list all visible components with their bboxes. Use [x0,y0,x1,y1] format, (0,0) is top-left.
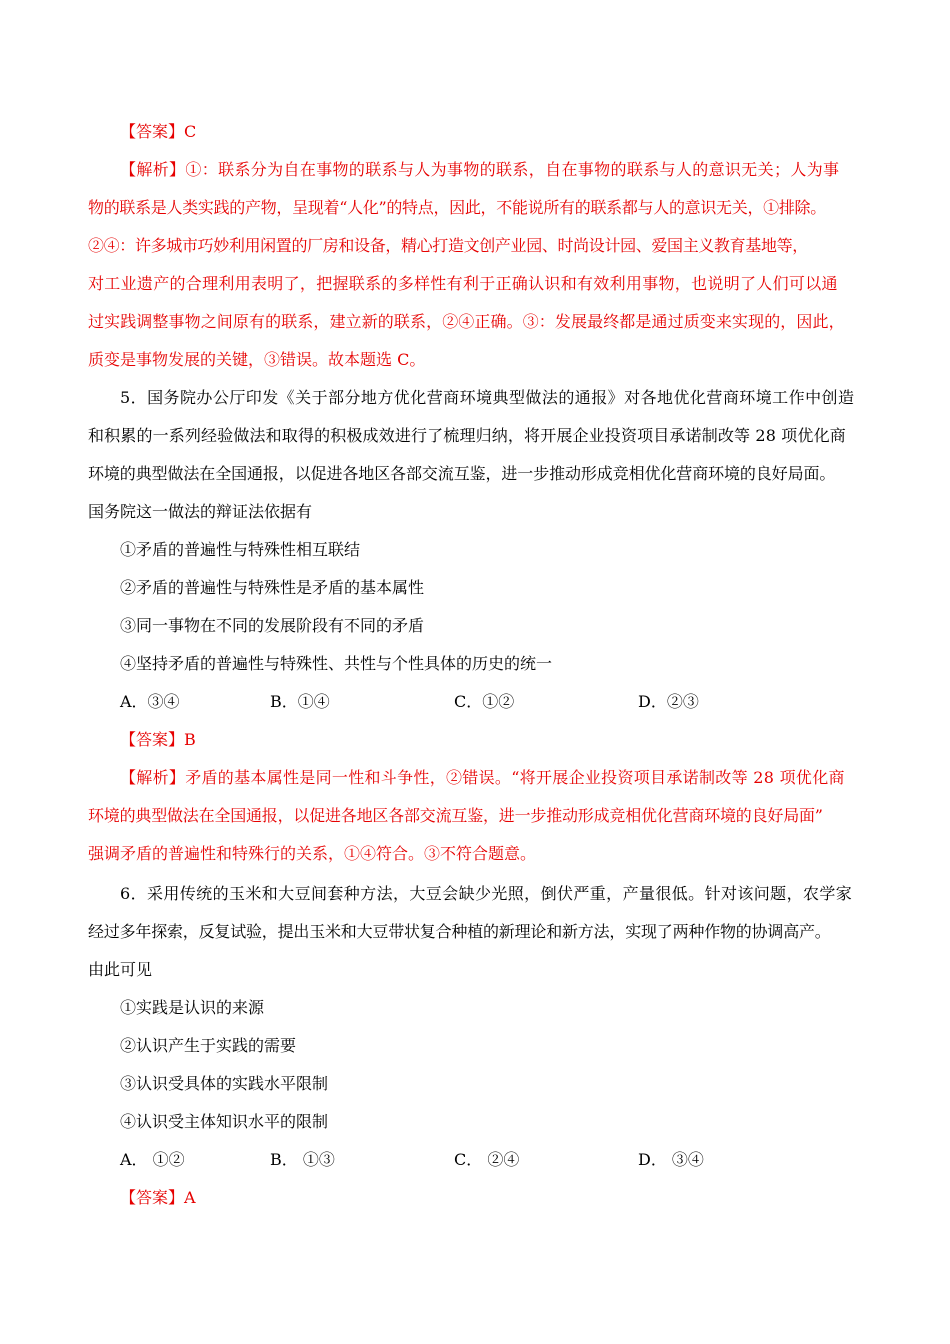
q5-answer [120,730,196,750]
q5-statement-1: ①矛盾的普遍性与特殊性相互联结 [120,540,361,559]
q4-answer-label: 【答案】 [120,122,185,141]
q5-stem-line-2: 和积累的一系列经验做法和取得的积极成效进行了梳理归纳，将开展企业投资项目承诺制改等 28 项优化商 [88,426,846,445]
q4-analysis-label: 【解析】 [120,160,186,179]
q6-statement-1: ①实践是认识的来源 [120,998,265,1017]
q5-option-a: A．③④ [120,692,180,711]
q5-statement-3: ③同一事物在不同的发展阶段有不同的矛盾 [120,616,425,635]
q6-option-b: B． ①③ [270,1150,335,1169]
q4-answer [120,122,196,142]
q5-analysis-line-1: 【解析】矛盾的基本属性是同一性和斗争性，②错误。“将开展企业投资项目承诺制改等 28 项优化商 [120,768,845,787]
q6-stem-line-1: 6．采用传统的玉米和大豆间套种方法，大豆会缺少光照，倒伏严重，产量很低。针对该问题，农学家 [120,884,853,903]
q5-analysis-line-2: 环境的典型做法在全国通报，以促进各地区各部交流互鉴，进一步推动形成竞相优化营商环境的良好局面” [88,806,823,825]
q6-option-d: D． ③④ [638,1150,704,1169]
q6-answer-value: A [184,1188,196,1207]
q5-answer-value: B [184,730,196,749]
q6-option-a: A． ①② [120,1150,185,1169]
q6-statement-3: ③认识受具体的实践水平限制 [120,1074,329,1093]
q4-answer-value: C [184,122,197,141]
q4-analysis-line-6: 质变是事物发展的关键，③错误。故本题选 C。 [88,350,426,369]
q6-answer-label: 【答案】 [120,1188,185,1207]
q5-stem-line-1: 5．国务院办公厅印发《关于部分地方优化营商环境典型做法的通报》对各地优化营商环境工作中创造 [120,388,855,407]
q4-analysis-line-5: 过实践调整事物之间原有的联系，建立新的联系，②④正确。③：发展最终都是通过质变来实现的，因此， [88,312,845,331]
q6-answer [120,1188,196,1208]
q5-option-d: D．②③ [638,692,699,711]
q6-statement-2: ②认识产生于实践的需要 [120,1036,297,1055]
q5-option-c: C．①② [454,692,515,711]
q4-analysis-line-4: 对工业遗产的合理利用表明了，把握联系的多样性有利于正确认识和有效利用事物，也说明了人们可以通 [88,274,838,293]
q6-stem-line-3: 由此可见 [88,960,153,979]
q4-analysis-line-3: ②④：许多城市巧妙利用闲置的厂房和设备，精心打造文创产业园、时尚设计园、爱国主义教育基地等， [88,236,808,255]
q5-stem-line-4: 国务院这一做法的辩证法依据有 [88,502,313,521]
q5-analysis-line-3: 强调矛盾的普遍性和特殊行的关系，①④符合。③不符合题意。 [88,844,537,863]
q4-analysis-line-1: 【解析】①：联系分为自在事物的联系与人为事物的联系，自在事物的联系与人的意识无关；人为事 [120,160,840,179]
q6-stem-line-2: 经过多年探索，反复试验，提出玉米和大豆带状复合种植的新理论和新方法，实现了两种作物的协调高产。 [88,922,831,941]
q5-statement-4: ④坚持矛盾的普遍性与特殊性、共性与个性具体的历史的统一 [120,654,553,673]
q5-statement-2: ②矛盾的普遍性与特殊性是矛盾的基本属性 [120,578,425,597]
q5-analysis-label: 【解析】 [120,768,186,787]
q6-statement-4: ④认识受主体知识水平的限制 [120,1112,329,1131]
q4-analysis-line-2: 物的联系是人类实践的产物，呈现着“人化”的特点，因此，不能说所有的联系都与人的意识无关，①排除。 [88,198,826,217]
q6-option-c: C． ②④ [454,1150,520,1169]
q5-answer-label: 【答案】 [120,730,185,749]
q5-option-b: B．①④ [270,692,330,711]
q5-stem-line-3: 环境的典型做法在全国通报，以促进各地区各部交流互鉴，进一步推动形成竞相优化营商环境的良好局面。 [88,464,836,483]
